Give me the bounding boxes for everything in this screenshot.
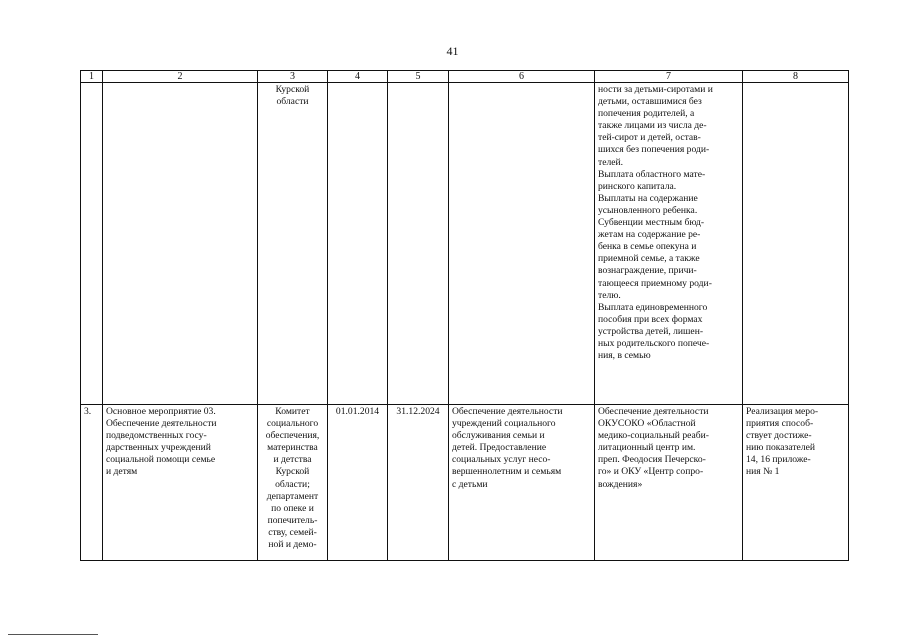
cell-start-date [328,83,388,405]
text-line: ствует достиже- [746,430,812,442]
text-line: детей. Предоставление [452,442,547,454]
text-line: Курской [275,84,310,95]
cell-start-date: 01.01.2014 [328,405,388,561]
text-line: департамент [266,490,319,502]
text-line: жетам на содержание ре- [598,229,701,241]
text-line: ству, семей- [268,526,317,538]
text-line: ния № 1 [746,466,780,478]
cell-main-directions [595,83,743,405]
text-line: Выплата областного мате- [598,168,706,180]
cell-executor [258,83,328,405]
text-line: телю. [598,289,621,301]
text-line: учреждений социального [452,418,556,430]
text-line: области [276,96,309,108]
text-line: социальных услуг несо- [452,454,551,466]
text-line: бенка в семье опекуна и [598,241,697,253]
text-line: также лицами из числа де- [598,120,707,132]
footnote-rule [8,634,98,635]
text-line: попечения родителей, а [598,108,695,120]
text-line: ринского капитала. [598,180,677,192]
text-line: Комитет [275,406,310,417]
text-line: тей-сирот и детей, остав- [598,132,701,144]
text-line: 14, 16 приложе- [746,454,811,466]
text-line: телей. [598,156,624,168]
header-row [81,71,849,83]
text-line: по опеке и [271,502,314,514]
text-line: подведомственных госу- [106,430,207,442]
text-line: Обеспечение деятельности [452,406,563,417]
text-line: приятия способ- [746,418,814,430]
column-header-6: 6 [449,71,595,83]
text-line: ОКУСОКО «Областной [598,418,696,430]
text-line: попечитель- [267,514,318,526]
cell-executor [258,405,328,561]
cell-expected-result [449,83,595,405]
table-row-continuation [81,83,849,405]
text-line: материнства [267,442,318,454]
column-header-4: 4 [328,71,388,83]
text-line: Выплата единовременного [598,301,708,313]
text-line: ности за детьми-сиротами и [598,84,713,95]
text-line: усыновленного ребенка. [598,204,698,216]
text-line: Реализация меро- [746,406,819,417]
text-line: преп. Феодосия Печерско- [598,454,706,466]
text-line: медико-социальный реаби- [598,430,709,442]
text-line: ной и демо- [268,539,317,551]
document-table [80,70,849,561]
text-line: Субвенции местным бюд- [598,217,705,229]
column-header-2: 2 [103,71,258,83]
text-line: устройства детей, лишен- [598,325,704,337]
cell-number: 3. [81,405,103,561]
text-line: тающееся приемному роди- [598,277,712,289]
text-line: дарственных учреждений [106,442,211,454]
text-line: социального [266,418,319,430]
text-line: ных родительского попече- [598,337,710,349]
cell-number [81,83,103,405]
text-line: Обеспечение деятельности [106,418,217,430]
text-line: вершеннолетним и семьям [452,466,562,478]
text-line: с детьми [452,478,488,490]
text-line: го» и ОКУ «Центр сопро- [598,466,704,478]
text-line: Основное мероприятие 03. [106,406,216,417]
text-line: приемной семье, а также [598,253,700,265]
text-line: шихся без попечения роди- [598,144,710,156]
text-line: социальной помощи семье [106,454,216,466]
text-line: вождения» [598,478,643,490]
text-line: и детства [273,454,312,466]
cell-main-directions [595,405,743,561]
text-line: и детям [106,466,138,478]
text-line: литационный центр им. [598,442,696,454]
column-header-8: 8 [743,71,849,83]
column-header-3: 3 [258,71,328,83]
text-line: вознаграждение, причи- [598,265,697,277]
cell-expected-result [449,405,595,561]
column-header-5: 5 [388,71,449,83]
text-line: обеспечения, [265,430,320,442]
page-number: 41 [446,44,459,58]
text-line: обслуживания семьи и [452,430,545,442]
cell-end-date [388,83,449,405]
cell-indicator-link [743,405,849,561]
text-line: ния, в семью [598,350,651,362]
text-line: детьми, оставшимися без [598,96,702,108]
cell-end-date: 31.12.2024 [388,405,449,561]
text-line: нию показателей [746,442,815,454]
text-line: области; [275,478,310,490]
text-line: Выплаты на содержание [598,192,698,204]
column-header-1: 1 [81,71,103,83]
cell-indicator-link [743,83,849,405]
text-line: пособия при всех формах [598,313,703,325]
column-header-7: 7 [595,71,743,83]
text-line: Обеспечение деятельности [598,406,709,417]
cell-measure-name [103,83,258,405]
table-row-measure-3 [81,405,849,561]
text-line: Курской [275,466,310,478]
cell-measure-name [103,405,258,561]
